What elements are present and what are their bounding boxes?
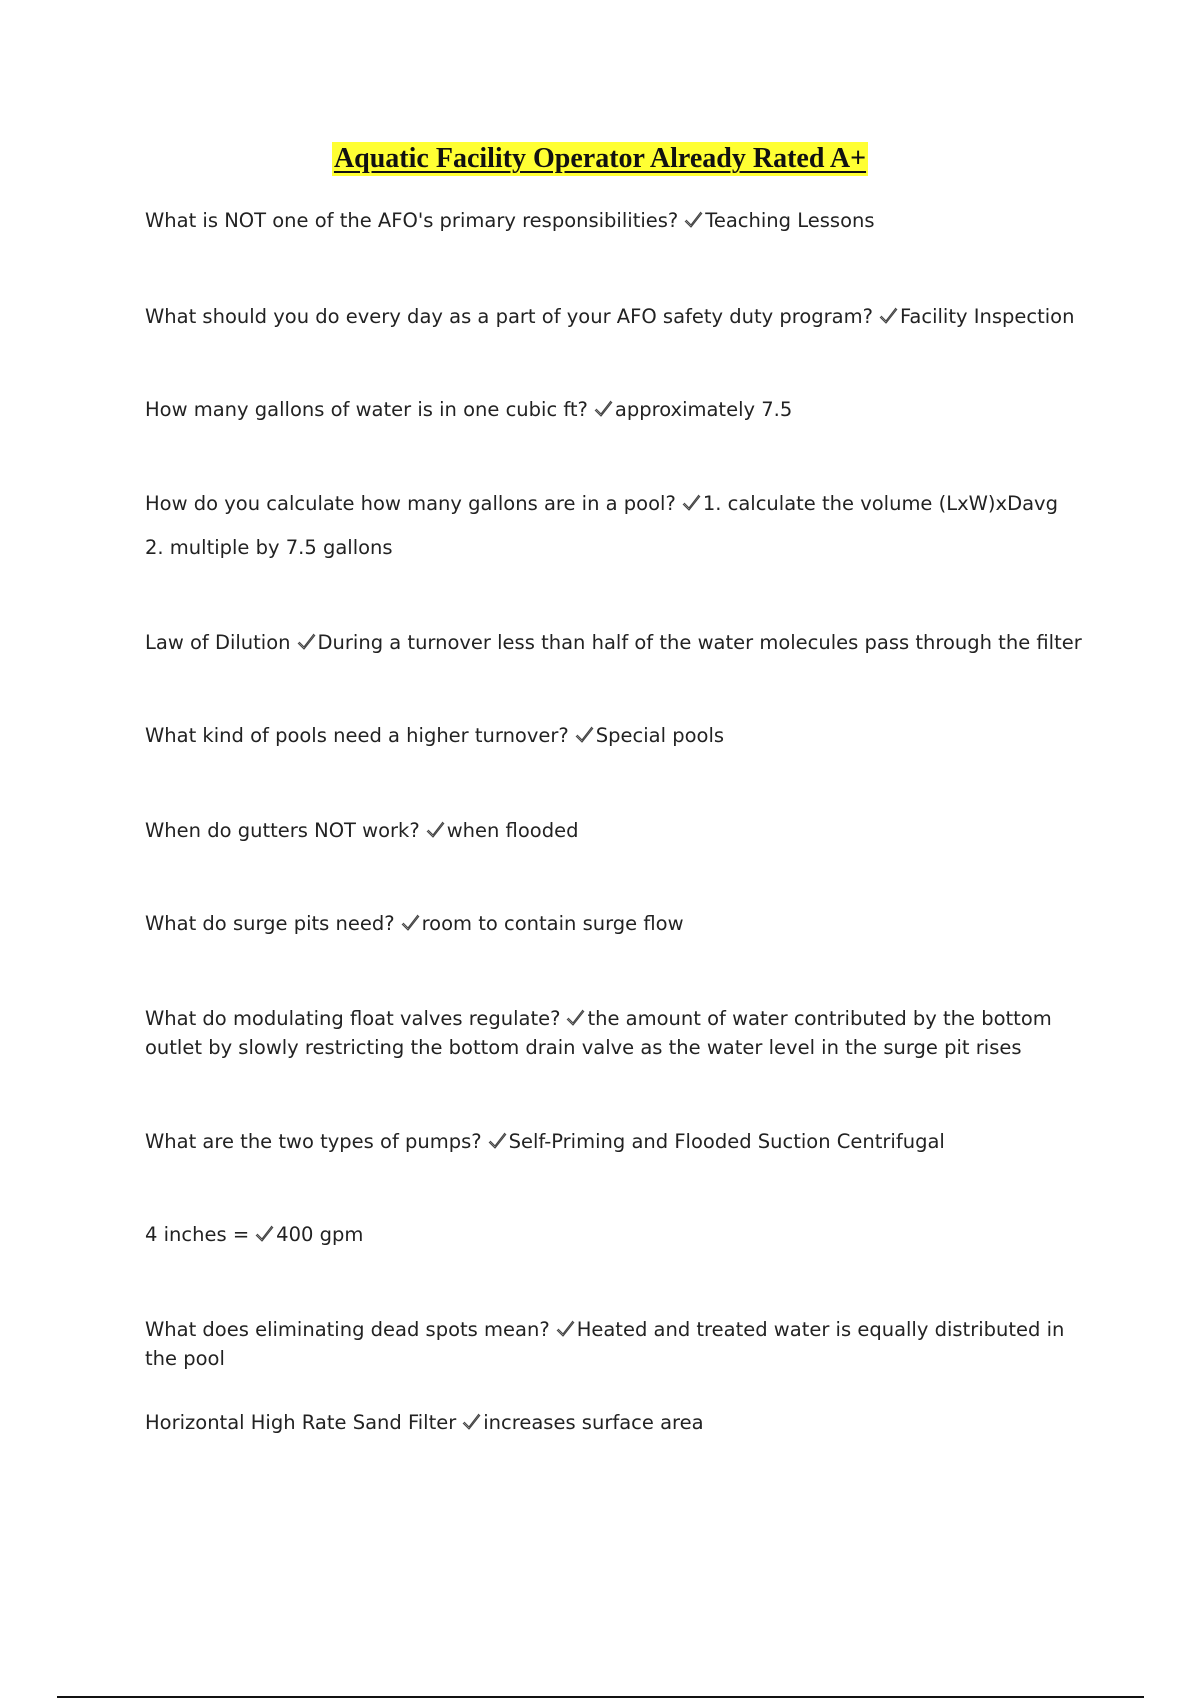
qa-item (145, 1004, 1085, 1062)
qa-item (145, 816, 1085, 845)
answer-text: 1. calculate the volume (LxW)xDavg (702, 492, 1058, 515)
qa-line (145, 628, 1085, 657)
question-text: 4 inches = (145, 1223, 250, 1246)
checkmark-icon (565, 1008, 586, 1028)
checkmark-icon (254, 1224, 275, 1244)
answer-text: Special pools (595, 724, 725, 747)
answer-text: 400 gpm (276, 1223, 364, 1246)
answer-text: Self-Priming and Flooded Suction Centrifugal (508, 1130, 945, 1153)
answer-text: the amount of water contributed by the bottom outlet by slowly restricting the bottom drain valve as the water level in the surge pit rises (145, 1007, 1052, 1059)
qa-line (145, 909, 1085, 938)
question-text: Law of Dilution (145, 631, 291, 654)
qa-item (145, 395, 1085, 424)
title-container (0, 142, 1200, 176)
answer-text: increases surface area (483, 1411, 704, 1434)
answer-text: Teaching Lessons (705, 209, 875, 232)
question-text: What is NOT one of the AFO's primary responsibilities? (145, 209, 679, 232)
qa-item (145, 489, 1085, 562)
answer-text: During a turnover less than half of the water molecules pass through the filter (317, 631, 1082, 654)
qa-line (145, 1127, 1085, 1156)
footer-divider (57, 1696, 1144, 1698)
checkmark-icon (555, 1319, 576, 1339)
document-title: Aquatic Facility Operator Already Rated A+ (333, 143, 867, 174)
checkmark-icon (400, 913, 421, 933)
qa-line (145, 395, 1085, 424)
question-text: What are the two types of pumps? (145, 1130, 482, 1153)
question-text: How do you calculate how many gallons are in a pool? (145, 492, 676, 515)
qa-line (145, 1408, 1085, 1437)
qa-item (145, 1220, 1085, 1249)
question-text: What do modulating float valves regulate? (145, 1007, 561, 1030)
checkmark-icon (683, 210, 704, 230)
qa-item (145, 1408, 1085, 1437)
qa-line (145, 206, 1085, 235)
qa-line (145, 816, 1085, 845)
answer-text: Facility Inspection (899, 305, 1075, 328)
answer-text: when flooded (446, 819, 579, 842)
checkmark-icon (681, 493, 702, 513)
question-text: What do surge pits need? (145, 912, 395, 935)
answer-text: approximately 7.5 (614, 398, 793, 421)
answer-text: Heated and treated water is equally distributed in the pool (145, 1318, 1065, 1370)
question-text: What should you do every day as a part of your AFO safety duty program? (145, 305, 873, 328)
qa-item (145, 909, 1085, 938)
checkmark-icon (487, 1131, 508, 1151)
checkmark-icon (878, 306, 899, 326)
qa-item (145, 206, 1085, 235)
qa-item (145, 302, 1085, 331)
question-text: How many gallons of water is in one cubic ft? (145, 398, 588, 421)
qa-line (145, 489, 1085, 518)
qa-line (145, 1315, 1085, 1373)
qa-item (145, 1127, 1085, 1156)
checkmark-icon (425, 820, 446, 840)
qa-line (145, 1220, 1085, 1249)
qa-item (145, 628, 1085, 657)
question-text: What kind of pools need a higher turnover? (145, 724, 569, 747)
answer-text: room to contain surge flow (421, 912, 684, 935)
checkmark-icon (593, 399, 614, 419)
question-text: When do gutters NOT work? (145, 819, 420, 842)
checkmark-icon (296, 632, 317, 652)
question-text: What does eliminating dead spots mean? (145, 1318, 550, 1341)
qa-line (145, 302, 1085, 331)
qa-item (145, 721, 1085, 750)
question-text: Horizontal High Rate Sand Filter (145, 1411, 457, 1434)
qa-item (145, 1315, 1085, 1373)
checkmark-icon (461, 1412, 482, 1432)
qa-line (145, 721, 1085, 750)
qa-line (145, 1004, 1085, 1062)
checkmark-icon (574, 725, 595, 745)
answer-continuation: 2. multiple by 7.5 gallons (145, 536, 393, 559)
